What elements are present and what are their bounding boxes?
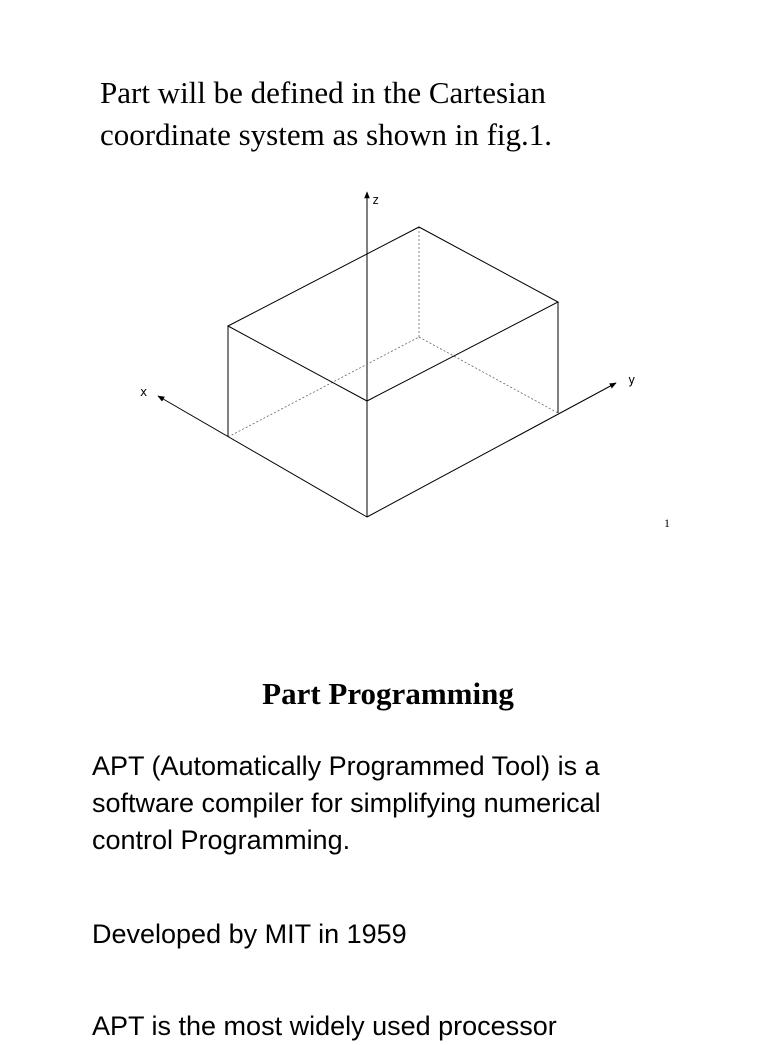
intro-line-1: Part will be defined in the Cartesian bbox=[100, 75, 546, 110]
developed-text bbox=[92, 916, 407, 953]
x-axis bbox=[158, 396, 367, 517]
hidden-edges bbox=[228, 227, 558, 437]
apt-description bbox=[92, 748, 601, 859]
apt-line-1: APT (Automatically Programmed Tool) is a bbox=[92, 751, 600, 781]
x-axis-label: x bbox=[140, 385, 148, 399]
apt-line-2: software compiler for simplifying numerical bbox=[92, 788, 601, 818]
developed-line: Developed by MIT in 1959 bbox=[92, 919, 407, 949]
y-axis-label: y bbox=[628, 373, 636, 387]
y-axis bbox=[367, 383, 616, 517]
section-heading: Part Programming bbox=[262, 676, 514, 711]
apt-line-3: control Programming. bbox=[92, 825, 351, 855]
z-axis-label: z bbox=[372, 193, 380, 207]
partial-text bbox=[92, 1008, 557, 1045]
page-number: 1 bbox=[664, 516, 670, 530]
partial-line: APT is the most widely used processor bbox=[92, 1011, 557, 1041]
box-edges bbox=[228, 227, 558, 517]
intro-line-2: coordinate system as shown in fig.1. bbox=[100, 117, 553, 152]
